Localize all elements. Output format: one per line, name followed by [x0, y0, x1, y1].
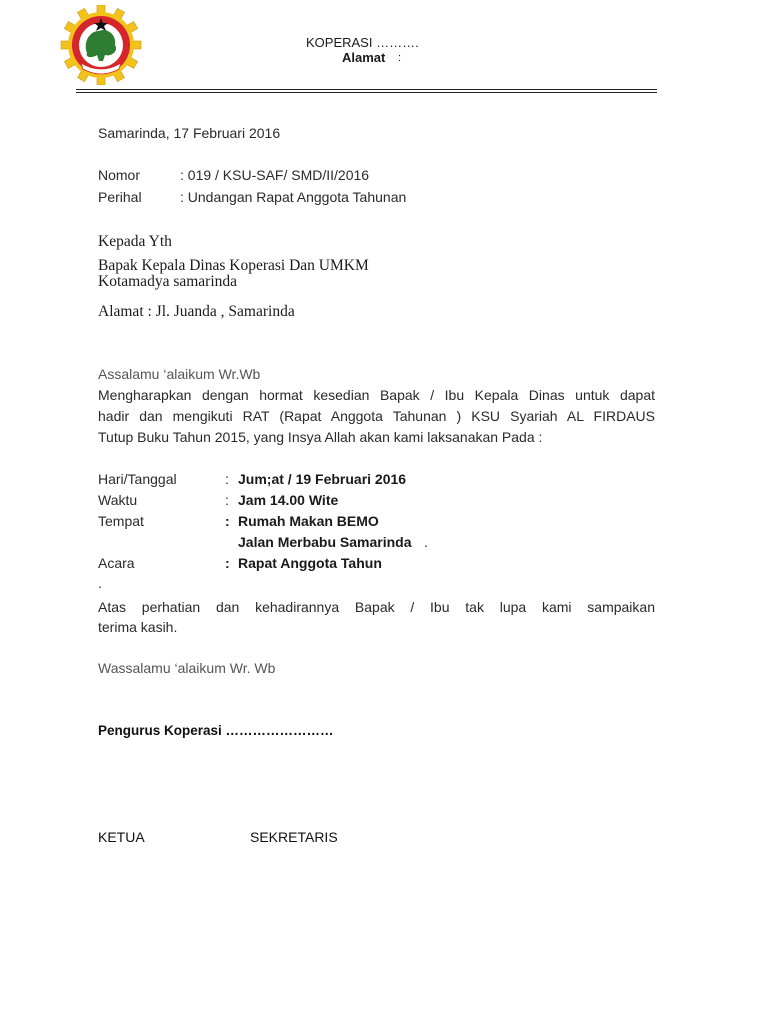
stray-dot: . — [98, 575, 102, 591]
recipient-line2: Kotamadya samarinda — [98, 273, 238, 290]
subject-value: : Undangan Rapat Anggota Tahunan — [180, 189, 407, 205]
body-line2: hadir dan mengikuti RAT (Rapat Anggota Tahunan ) KSU Syariah AL FIRDAUS — [98, 408, 655, 424]
place-value-line1: Rumah Makan BEMO — [238, 513, 379, 529]
body-line1: Mengharapkan dengan hormat kesedian Bapak / Ibu Kepala Dinas untuk dapat — [98, 387, 655, 403]
subject-label: Perihal — [98, 189, 142, 205]
number-value: : 019 / KSU-SAF/ SMD/II/2016 — [180, 167, 370, 183]
org-address-label: Alamat — [342, 50, 386, 65]
header-divider-top — [76, 89, 657, 90]
time-colon: : — [225, 492, 229, 508]
date-colon: : — [225, 471, 229, 487]
header-divider-bottom — [76, 92, 657, 93]
cooperative-logo — [58, 5, 144, 85]
place-label: Tempat — [98, 513, 144, 529]
recipient-address: Alamat : Jl. Juanda , Samarinda — [98, 303, 295, 320]
event-label: Acara — [98, 555, 135, 571]
greeting: Assalamu ‘alaikum Wr.Wb — [98, 366, 261, 382]
place-value-line2: Jalan Merbabu Samarinda — [238, 534, 412, 550]
number-label: Nomor — [98, 167, 141, 183]
signer-left: KETUA — [98, 829, 145, 845]
org-title: KOPERASI ………. — [306, 35, 419, 50]
place-value-period: . — [424, 534, 428, 550]
cooperative-emblem-icon — [58, 5, 144, 85]
place-colon: : — [225, 513, 230, 529]
closing-line1: Atas perhatian dan kehadirannya Bapak / Ibu tak lupa kami sampaikan — [98, 599, 655, 615]
date-value: Jum;at / 19 Februari 2016 — [238, 471, 407, 487]
place-date: Samarinda, 17 Februari 2016 — [98, 125, 281, 141]
signer-right: SEKRETARIS — [250, 829, 338, 845]
event-value: Rapat Anggota Tahun — [238, 555, 382, 571]
time-value: Jam 14.00 Wite — [238, 492, 339, 508]
recipient-line1: Bapak Kepala Dinas Koperasi Dan UMKM — [98, 257, 369, 274]
body-line3: Tutup Buku Tahun 2015, yang Insya Allah akan kami laksanakan Pada : — [98, 429, 543, 445]
farewell: Wassalamu ‘alaikum Wr. Wb — [98, 660, 276, 676]
signature-org: Pengurus Koperasi …………………… — [98, 723, 334, 738]
time-label: Waktu — [98, 492, 138, 508]
event-colon: : — [225, 555, 230, 571]
to-heading: Kepada Yth — [98, 233, 172, 250]
closing-line2: terima kasih. — [98, 619, 178, 635]
date-label: Hari/Tanggal — [98, 471, 177, 487]
org-address-colon: : — [398, 52, 402, 64]
